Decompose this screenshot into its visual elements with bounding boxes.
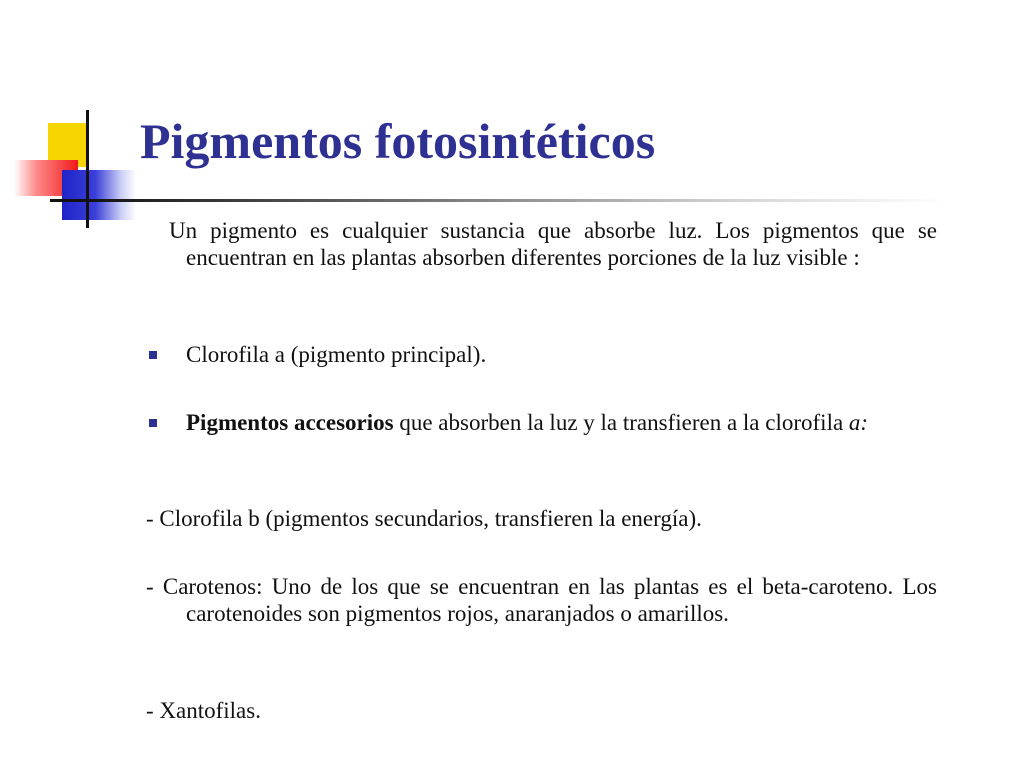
logo-vertical-line xyxy=(86,110,89,228)
square-bullet-icon xyxy=(149,351,157,359)
title-underline-rule xyxy=(88,199,948,202)
bullet-item xyxy=(146,341,937,368)
intro-paragraph: Un pigmento es cualquier sustancia que absorbe luz. Los pigmentos que se encuentran en las plantas absorben diferentes porciones de la luz visible : xyxy=(169,218,937,270)
list-item: - Carotenos: Uno de los que se encuentran en las plantas es el beta-caroteno. Los carotenoides son pigmentos rojos, anaranjados o amarillos. xyxy=(146,574,937,626)
square-bullet-icon xyxy=(149,419,157,427)
bullet-text: que absorben la luz y la transfieren a la clorofila xyxy=(393,410,849,435)
bullet-bold-text: Pigmentos accesorios xyxy=(186,410,394,435)
list-item: - Xantofilas. xyxy=(146,698,261,723)
bullet-italic-text: a: xyxy=(848,410,869,435)
list-item: - Clorofila b (pigmentos secundarios, transfieren la energía). xyxy=(146,506,702,531)
logo-blue-bar xyxy=(62,170,136,220)
slide-title: Pigmentos fotosintéticos xyxy=(140,113,656,169)
bullet-text: Clorofila a (pigmento principal). xyxy=(186,342,487,367)
bullet-item xyxy=(146,409,937,436)
